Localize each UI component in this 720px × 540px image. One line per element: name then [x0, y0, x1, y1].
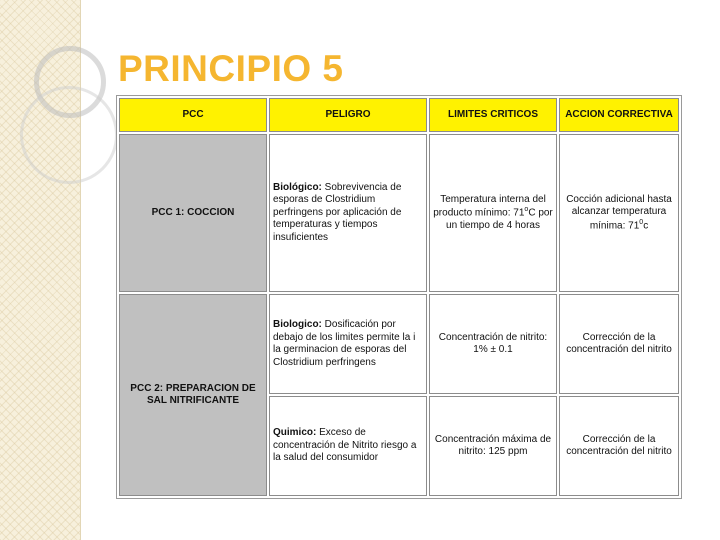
limit-text-end: C por un tiempo de 4 horas [446, 207, 553, 231]
hazard-category: Biologico: [273, 319, 322, 330]
peligro-cell [269, 294, 427, 394]
table-header-row [119, 98, 679, 132]
hazard-description: Sobrevivencia de esporas de Clostridium perfringens por aplicación de temperaturas y tiempos insuficientes [273, 181, 402, 243]
limite-critico-cell: Concentración de nitrito: 1% ± 0.1 [429, 294, 557, 394]
degree-mark: o [524, 206, 529, 214]
hazard-description: Dosificación por debajo de los limites permite la i la germinacion de esporas del Clostridium perfringens [273, 319, 416, 368]
header-accion-correctiva: ACCION CORRECTIVA [559, 98, 679, 132]
hazard-category: Biológico: [273, 181, 322, 193]
action-text: Cocción adicional hasta alcanzar temperatura mínima: 71 [566, 193, 672, 231]
accion-correctiva-cell: Corrección de la concentración del nitrito [559, 294, 679, 394]
peligro-cell [269, 134, 427, 292]
limite-critico-cell: Concentración máxima de nitrito: 125 ppm [429, 396, 557, 496]
header-limites-criticos: LIMITES CRITICOS [429, 98, 557, 132]
pcc-cell: PCC 2: PREPARACION DE SAL NITRIFICANTE [119, 294, 267, 496]
header-peligro: PELIGRO [269, 98, 427, 132]
accion-correctiva-cell: Corrección de la concentración del nitrito [559, 396, 679, 496]
header-pcc: PCC [119, 98, 267, 132]
decorative-ring [20, 86, 118, 184]
peligro-cell [269, 396, 427, 496]
hazard-category: Quimico: [273, 427, 317, 439]
slide-title: PRINCIPIO 5 [118, 48, 344, 89]
pcc-cell: PCC 1: COCCION [119, 134, 267, 292]
hazard-description: Exceso de concentración de Nitrito riesgo a la salud del consumidor [273, 427, 417, 464]
table-row [119, 134, 679, 292]
haccp-table [116, 95, 682, 499]
limit-text: Temperatura interna del producto mínimo: 71 [433, 193, 546, 219]
degree-mark: 0 [639, 218, 644, 226]
limite-critico-cell [429, 134, 557, 292]
accion-correctiva-cell [559, 134, 679, 292]
action-text-end: c [643, 219, 649, 231]
table-row [119, 294, 679, 394]
